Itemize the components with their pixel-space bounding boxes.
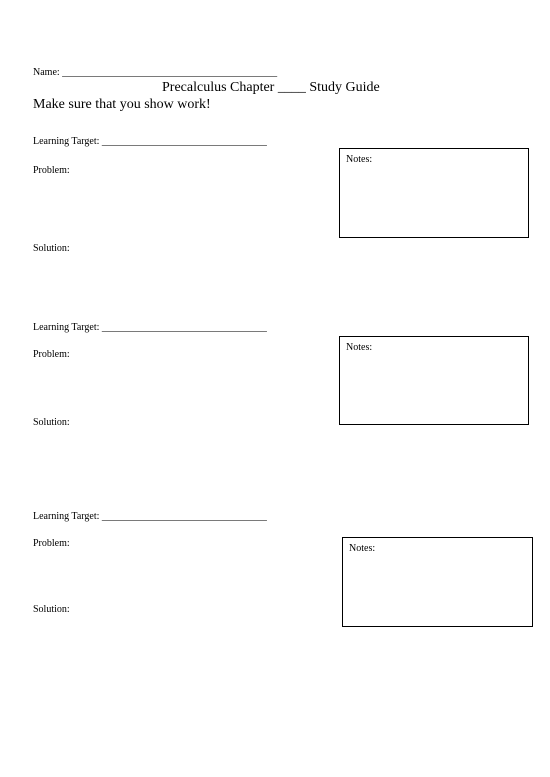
solution-label: Solution:	[33, 417, 70, 428]
solution-label: Solution:	[33, 604, 70, 615]
notes-box	[339, 148, 529, 238]
notes-box	[342, 537, 533, 627]
problem-label: Problem:	[33, 349, 70, 360]
notes-box	[339, 336, 529, 425]
page-title: Precalculus Chapter ____ Study Guide	[162, 80, 380, 95]
instructions: Make sure that you show work!	[33, 97, 211, 112]
notes-label: Notes:	[349, 543, 376, 554]
solution-label: Solution:	[33, 243, 70, 254]
learning-target-label: Learning Target: _________________________________	[33, 511, 267, 522]
notes-label: Notes:	[346, 342, 373, 353]
learning-target-label: Learning Target: _________________________________	[33, 136, 267, 147]
problem-label: Problem:	[33, 538, 70, 549]
notes-label: Notes:	[346, 154, 373, 165]
name-field-label: Name: ___________________________________________	[33, 67, 278, 78]
problem-label: Problem:	[33, 165, 70, 176]
learning-target-label: Learning Target: _________________________________	[33, 322, 267, 333]
